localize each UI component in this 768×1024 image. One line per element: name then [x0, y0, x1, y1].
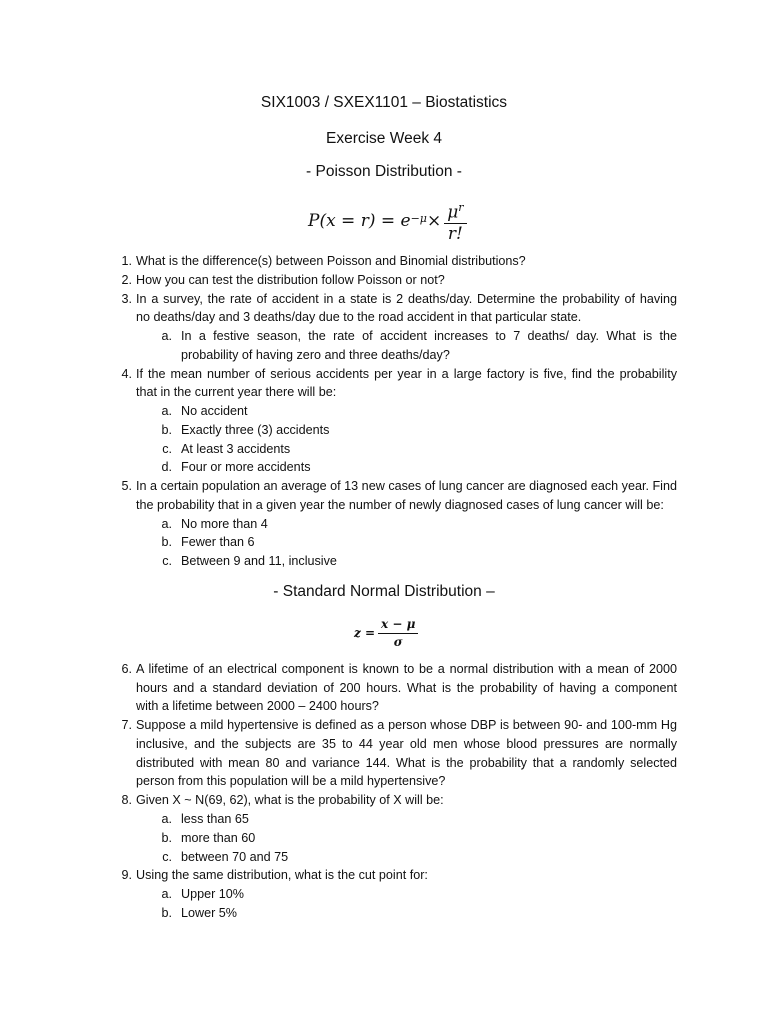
sub-question-text: Fewer than 6 [181, 535, 255, 549]
question-number: 2. [121, 273, 132, 287]
z-formula-lhs: z = [354, 626, 376, 640]
question-text: Given X ~ N(69, 62), what is the probability of X will be: [136, 793, 444, 807]
sub-question-text: probability of having zero and three deaths/day? [181, 348, 450, 362]
sub-question-letter: c. [162, 442, 172, 456]
z-formula [354, 614, 418, 652]
question-text: A lifetime of an electrical component is known to be a normal distribution with a mean of 2000 [136, 662, 677, 676]
exercise-title: Exercise Week 4 [325, 130, 442, 147]
sub-question-letter: b. [161, 906, 172, 920]
question-number: 9. [121, 868, 132, 882]
sub-question-text: At least 3 accidents [181, 442, 291, 456]
sub-question-letter: d. [161, 460, 172, 474]
sub-question-letter: b. [161, 831, 172, 845]
sub-question-text: No accident [181, 404, 248, 418]
question-number: 8. [121, 793, 132, 807]
poisson-formula-den: r! [447, 223, 463, 244]
sub-question-text: more than 60 [181, 831, 256, 845]
sub-question-letter: c. [162, 554, 172, 568]
question-text: Using the same distribution, what is the cut point for: [136, 868, 428, 882]
question-text: distributed with mean 80 and variance 144. What is the probability that a randomly selected [136, 756, 677, 770]
poisson-section-heading: - Poisson Distribution - [306, 163, 462, 180]
poisson-formula-num-base: μ [447, 202, 459, 223]
sub-question-letter: a. [161, 329, 172, 343]
poisson-formula-fraction [444, 199, 466, 243]
sub-question-letter: b. [161, 535, 172, 549]
question-text: hours and a standard deviation of 200 hours. What is the probability of having a component [136, 681, 677, 695]
sub-question-letter: b. [161, 423, 172, 437]
question-text: that in the current year there will be: [136, 385, 337, 399]
question-text: no deaths/day and 3 deaths/day due to the road accident in that particular state. [136, 310, 582, 324]
question-number: 3. [121, 292, 132, 306]
question-text: What is the difference(s) between Poisson and Binomial distributions? [136, 254, 526, 268]
z-formula-num: x − μ [378, 617, 418, 634]
question-text: If the mean number of serious accidents per year in a large factory is five, find the probability [136, 367, 677, 381]
sub-question-text: Between 9 and 11, inclusive [181, 554, 337, 568]
sub-question-letter: c. [162, 850, 172, 864]
sub-question-letter: a. [161, 517, 172, 531]
question-text: the probability that in a given year the number of newly diagnosed cases of lung cancer will be: [136, 498, 664, 512]
poisson-formula-num-exp: r [458, 201, 464, 215]
question-text: In a certain population an average of 13 new cases of lung cancer are diagnosed each year. Find [136, 479, 677, 493]
question-number: 6. [121, 662, 132, 676]
poisson-formula-lhs: P(x = r) = e [308, 211, 411, 231]
course-title: SIX1003 / SXEX1101 – Biostatistics [260, 94, 508, 111]
sub-question-text: Lower 5% [181, 906, 238, 920]
question-number: 5. [121, 479, 132, 493]
sub-question-text: Exactly three (3) accidents [181, 423, 330, 437]
question-text: inclusive, and the subjects are 35 to 44 year old men whose blood pressures are normally [136, 737, 677, 751]
sub-question-letter: a. [161, 404, 172, 418]
question-number: 7. [121, 718, 132, 732]
sub-question-letter: a. [161, 812, 172, 826]
question-text: Suppose a mild hypertensive is defined as a person whose DBP is between 90- and 100-mm Hg [136, 718, 677, 732]
question-text: In a survey, the rate of accident in a state is 2 deaths/day. Determine the probability of having [136, 292, 677, 306]
sub-question-text: In a festive season, the rate of accident increases to 7 deaths/ day. What is the [181, 329, 677, 343]
question-text: How you can test the distribution follow Poisson or not? [136, 273, 445, 287]
sub-question-text: less than 65 [181, 812, 249, 826]
sub-question-text: Upper 10% [181, 887, 245, 901]
poisson-formula [308, 196, 467, 246]
poisson-formula-exponent: −μ [410, 211, 427, 225]
normal-section-heading: - Standard Normal Distribution – [273, 583, 495, 600]
sub-question-letter: a. [161, 887, 172, 901]
sub-question-text: No more than 4 [181, 517, 268, 531]
question-number: 1. [121, 254, 132, 268]
sub-question-text: Four or more accidents [181, 460, 311, 474]
sub-question-text: between 70 and 75 [181, 850, 289, 864]
question-number: 4. [121, 367, 132, 381]
question-text: person from this population will be a mild hypertensive? [136, 774, 446, 788]
question-text: with a lifetime between 2000 – 2400 hours? [136, 699, 379, 713]
z-formula-den: σ [393, 634, 403, 649]
z-formula-fraction [378, 617, 418, 650]
poisson-formula-times: × [426, 211, 442, 231]
